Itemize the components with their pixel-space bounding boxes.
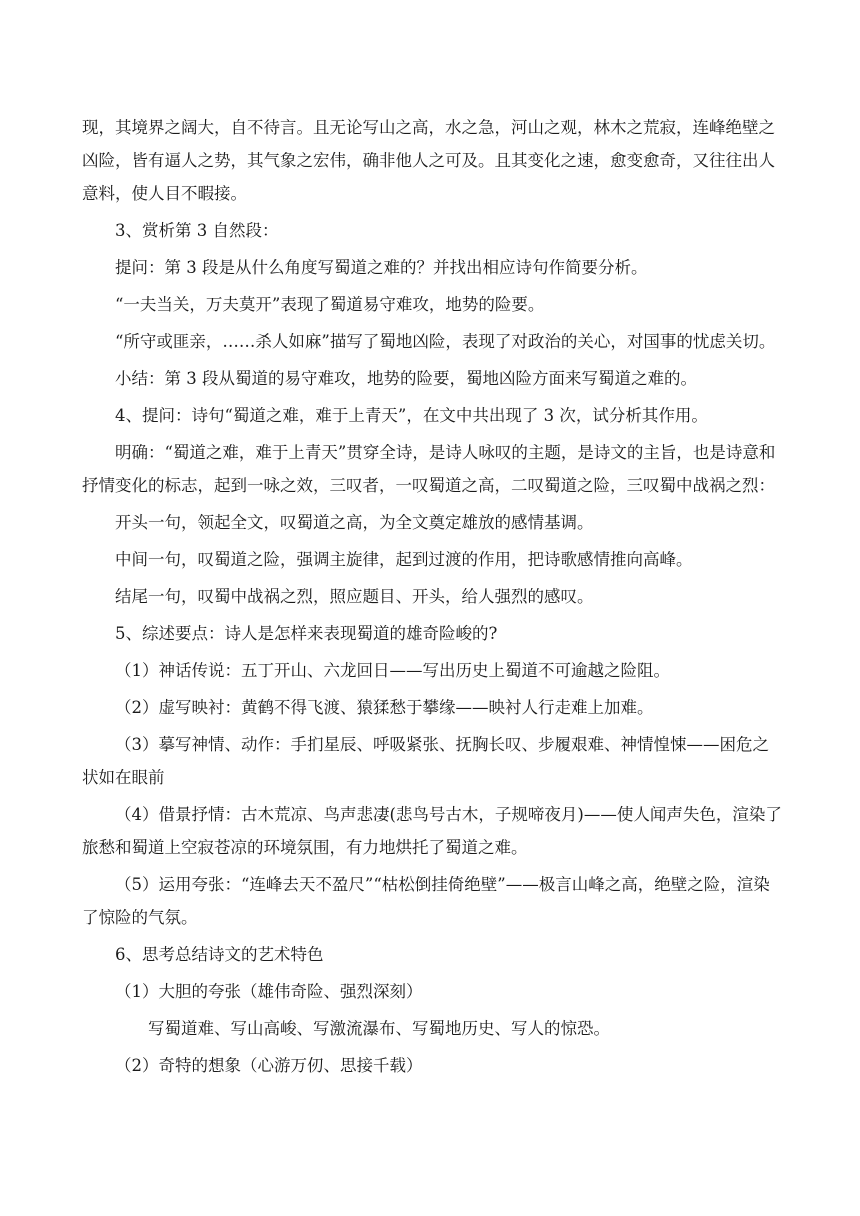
section-5-heading: 5、综述要点：诗人是怎样来表现蜀道的雄奇险峻的?	[115, 624, 498, 643]
document-page	[82, 111, 782, 1082]
section-4-answer: 明确：“蜀道之难，难于上青天”贯穿全诗，是诗人咏叹的主题，是诗文的主旨，也是诗意和抒情变化的标志，起到一咏之效，三叹者，一叹蜀道之高，二叹蜀道之险，三叹蜀中战祸之烈：	[82, 443, 776, 495]
section-6-item-1: （1）大胆的夸张（雄伟奇险、强烈深刻）	[115, 982, 423, 1001]
section-5-item-3: （3）摹写神情、动作：手扪星辰、呼吸紧张、抚胸长叹、步履艰难、神情惶悚——困危之状如在眼前	[82, 735, 769, 787]
section-5-item-2: （2）虚写映衬：黄鹤不得飞渡、猿猱愁于攀缘——映衬人行走难上加难。	[115, 698, 654, 717]
section-4-point-1: 开头一句，领起全文，叹蜀道之高，为全文奠定雄放的感情基调。	[115, 513, 594, 532]
section-5-item-5: （5）运用夸张：“连峰去天不盈尺”“枯松倒挂倚绝壁”——极言山峰之高，绝壁之险，渲染了惊险的气氛。	[82, 875, 770, 927]
section-5-item-4: （4）借景抒情：古木荒凉、鸟声悲凄(悲鸟号古木，子规啼夜月)——使人闻声失色，渲染了旅愁和蜀道上空寂苍凉的环境氛围，有力地烘托了蜀道之难。	[82, 805, 782, 857]
section-6-item-2: （2）奇特的想象（心游万仞、思接千载）	[115, 1056, 423, 1075]
section-5-item-1: （1）神话传说：五丁开山、六龙回日——写出历史上蜀道不可逾越之险阻。	[115, 661, 670, 680]
paragraph-intro-continued: 现，其境界之阔大，自不待言。且无论写山之高，水之急，河山之观，林木之荒寂，连峰绝壁之凶险，皆有逼人之势，其气象之宏伟，确非他人之可及。且其变化之速，愈变愈奇，又往往出人意料，使人目不暇接。	[82, 118, 775, 203]
section-3-analysis-2: “所守或匪亲，……杀人如麻”描写了蜀地凶险，表现了对政治的关心，对国事的忧虑关切。	[115, 332, 776, 351]
section-6-item-1-detail: 写蜀道难、写山高峻、写激流瀑布、写蜀地历史、写人的惊恐。	[148, 1019, 610, 1038]
section-3-analysis-1: “一夫当关，万夫莫开”表现了蜀道易守难攻，地势的险要。	[115, 295, 545, 314]
section-4-question: 4、提问：诗句“蜀道之难，难于上青天”，在文中共出现了 3 次，试分析其作用。	[115, 406, 708, 425]
section-3-summary: 小结：第 3 段从蜀道的易守难攻，地势的险要，蜀地凶险方面来写蜀道之难的。	[115, 369, 697, 388]
section-4-point-2: 中间一句，叹蜀道之险，强调主旋律，起到过渡的作用，把诗歌感情推向高峰。	[115, 550, 693, 569]
section-3-heading: 3、赏析第 3 自然段：	[115, 221, 279, 240]
section-6-heading: 6、思考总结诗文的艺术特色	[115, 945, 324, 964]
section-3-question: 提问：第 3 段是从什么角度写蜀道之难的？并找出相应诗句作简要分析。	[115, 258, 648, 277]
section-4-point-3: 结尾一句，叹蜀中战祸之烈，照应题目、开头，给人强烈的感叹。	[115, 587, 594, 606]
